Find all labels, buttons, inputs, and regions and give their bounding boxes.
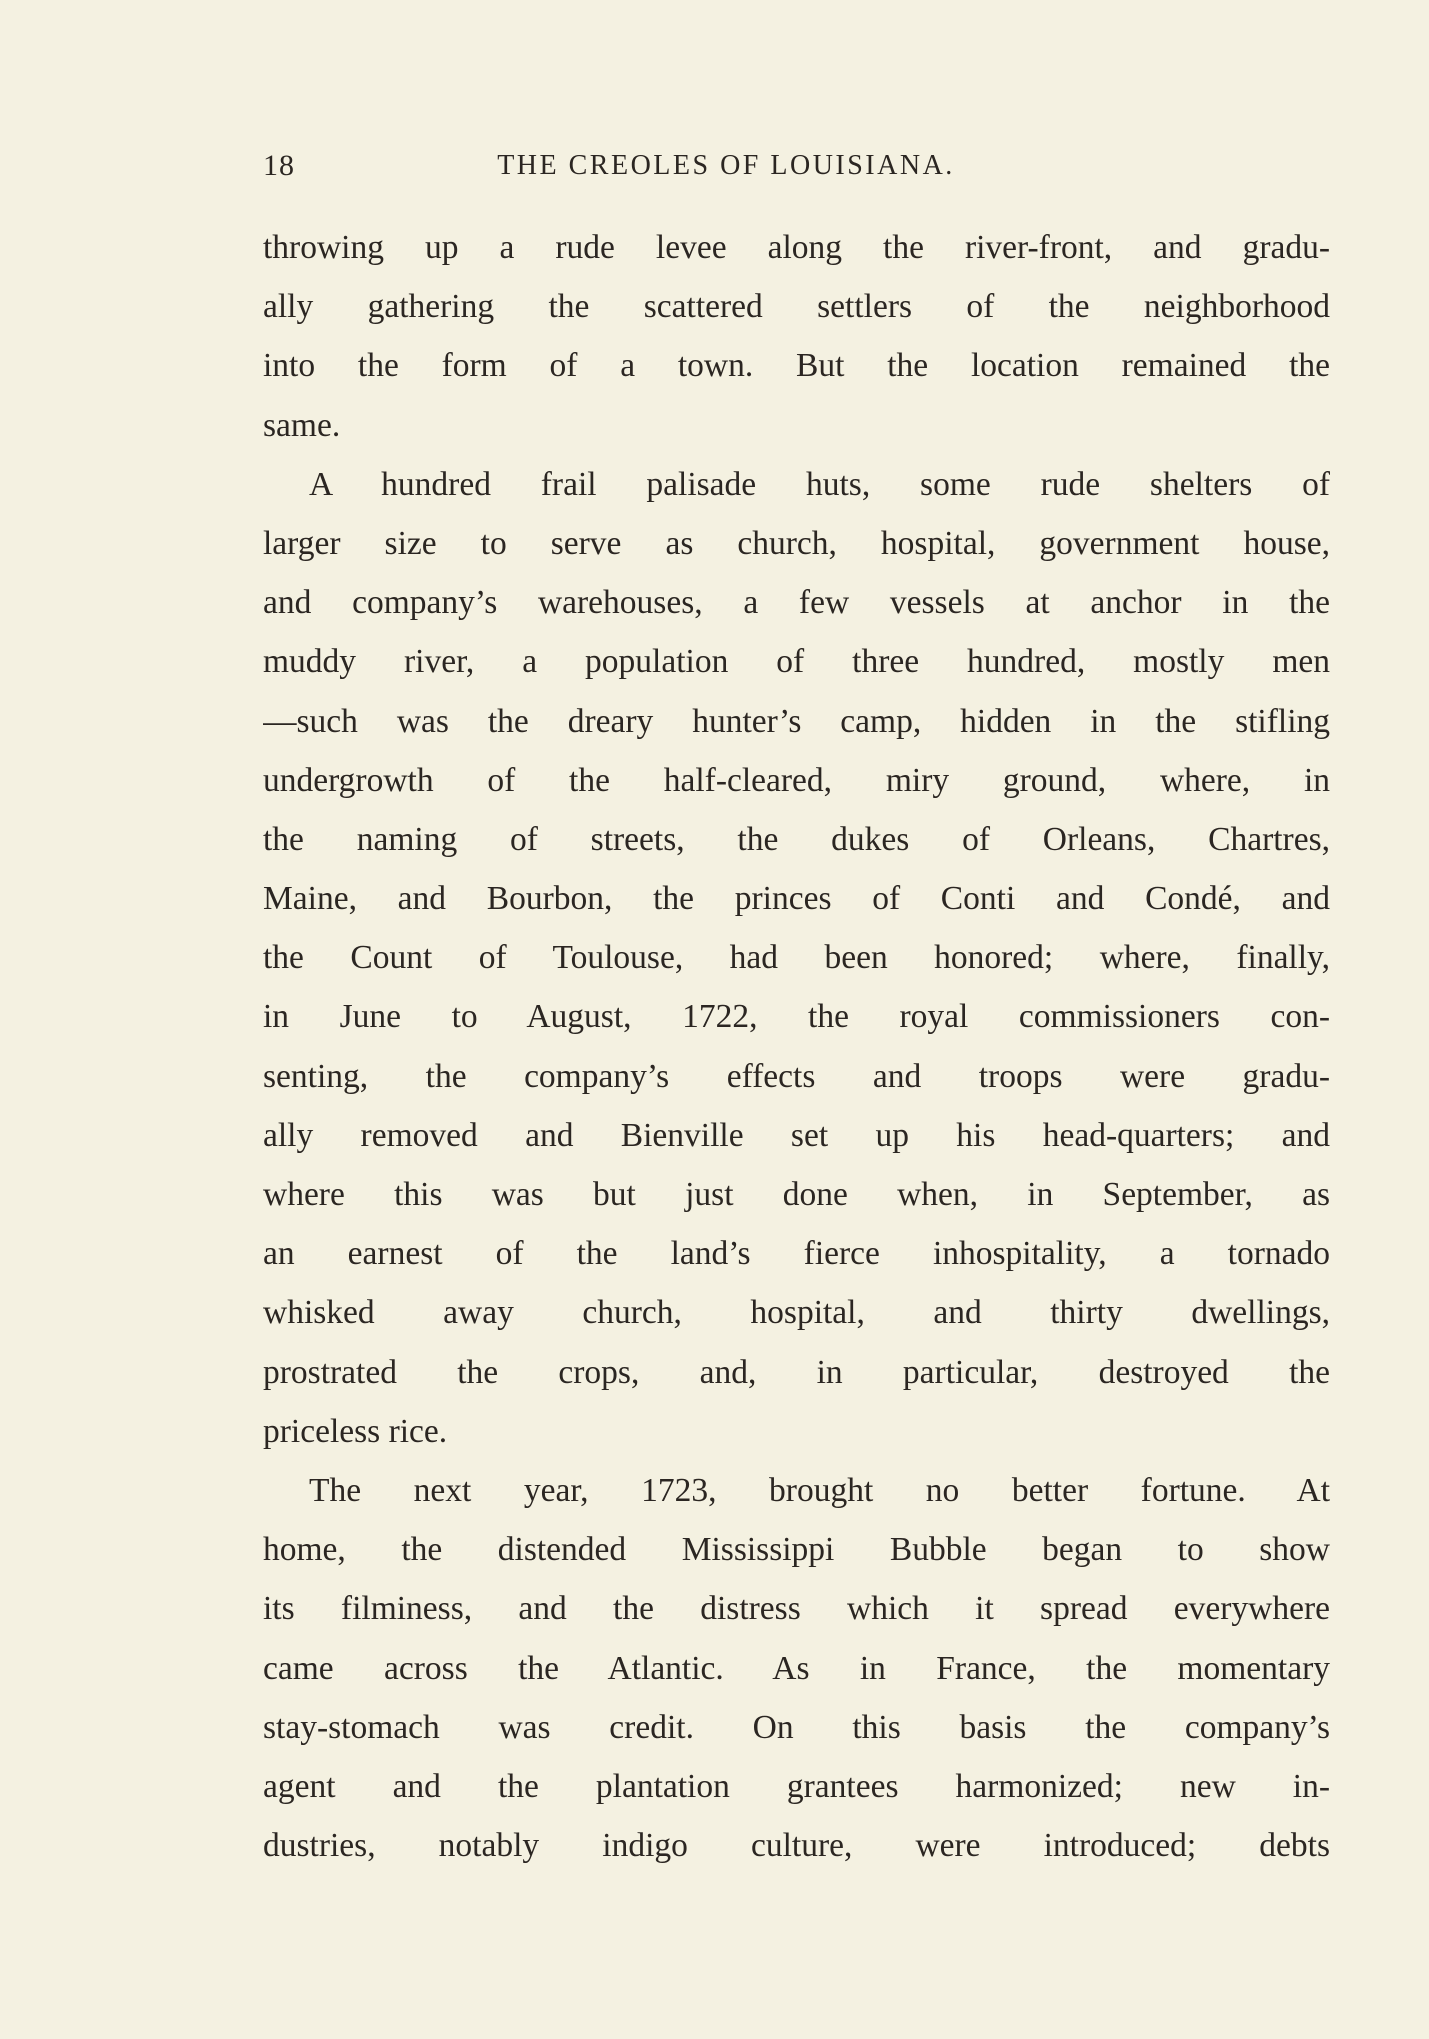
text-line: stay-stomach was credit. On this basis the company’s (263, 1708, 1330, 1746)
page-number: 18 (263, 149, 295, 182)
text-line: into the form of a town. But the location remained the (263, 347, 1330, 385)
text-line: The next year, 1723, brought no better fortune. At (309, 1471, 1330, 1509)
text-line: dustries, notably indigo culture, were introduced; debts (263, 1827, 1330, 1865)
text-line: an earnest of the land’s fierce inhospitality, a tornado (263, 1235, 1330, 1273)
paragraph (263, 218, 1330, 455)
paragraph (263, 1461, 1330, 1875)
text-line: the naming of streets, the dukes of Orleans, Chartres, (263, 820, 1330, 858)
text-line: agent and the plantation grantees harmonized; new in- (263, 1767, 1330, 1805)
text-line: undergrowth of the half-cleared, miry ground, where, in (263, 761, 1330, 799)
text-line: A hundred frail palisade huts, some rude shelters of (309, 465, 1330, 503)
text-line: Maine, and Bourbon, the princes of Conti and Condé, and (263, 880, 1330, 918)
text-line: in June to August, 1722, the royal commissioners con- (263, 998, 1330, 1036)
text-line: muddy river, a population of three hundred, mostly men (263, 643, 1330, 681)
text-line: same. (263, 406, 341, 444)
text-line: came across the Atlantic. As in France, the momentary (263, 1649, 1330, 1687)
text-line: ally removed and Bienville set up his head-quarters; and (263, 1116, 1330, 1154)
text-line: —such was the dreary hunter’s camp, hidden in the stifling (263, 702, 1330, 740)
running-title: THE CREOLES OF LOUISIANA. (497, 150, 955, 181)
running-head (263, 146, 1085, 186)
text-line: where this was but just done when, in September, as (263, 1176, 1330, 1213)
text-line: priceless rice. (263, 1412, 448, 1450)
body-text (263, 218, 1330, 1875)
text-line: and company’s warehouses, a few vessels at anchor in the (263, 584, 1330, 622)
text-line: larger size to serve as church, hospital, government house, (263, 524, 1330, 562)
text-line: throwing up a rude levee along the river-front, and gradu- (263, 229, 1330, 266)
text-line: whisked away church, hospital, and thirty dwellings, (263, 1294, 1330, 1332)
text-line: senting, the company’s effects and troops were gradu- (263, 1057, 1330, 1095)
text-line: the Count of Toulouse, had been honored; where, finally, (263, 939, 1330, 977)
text-line: its filminess, and the distress which it spread everywhere (263, 1590, 1330, 1628)
paragraph (263, 455, 1330, 1461)
text-line: home, the distended Mississippi Bubble began to show (263, 1531, 1330, 1569)
text-line: prostrated the crops, and, in particular, destroyed the (263, 1353, 1330, 1391)
text-line: ally gathering the scattered settlers of the neighborhood (263, 288, 1330, 326)
